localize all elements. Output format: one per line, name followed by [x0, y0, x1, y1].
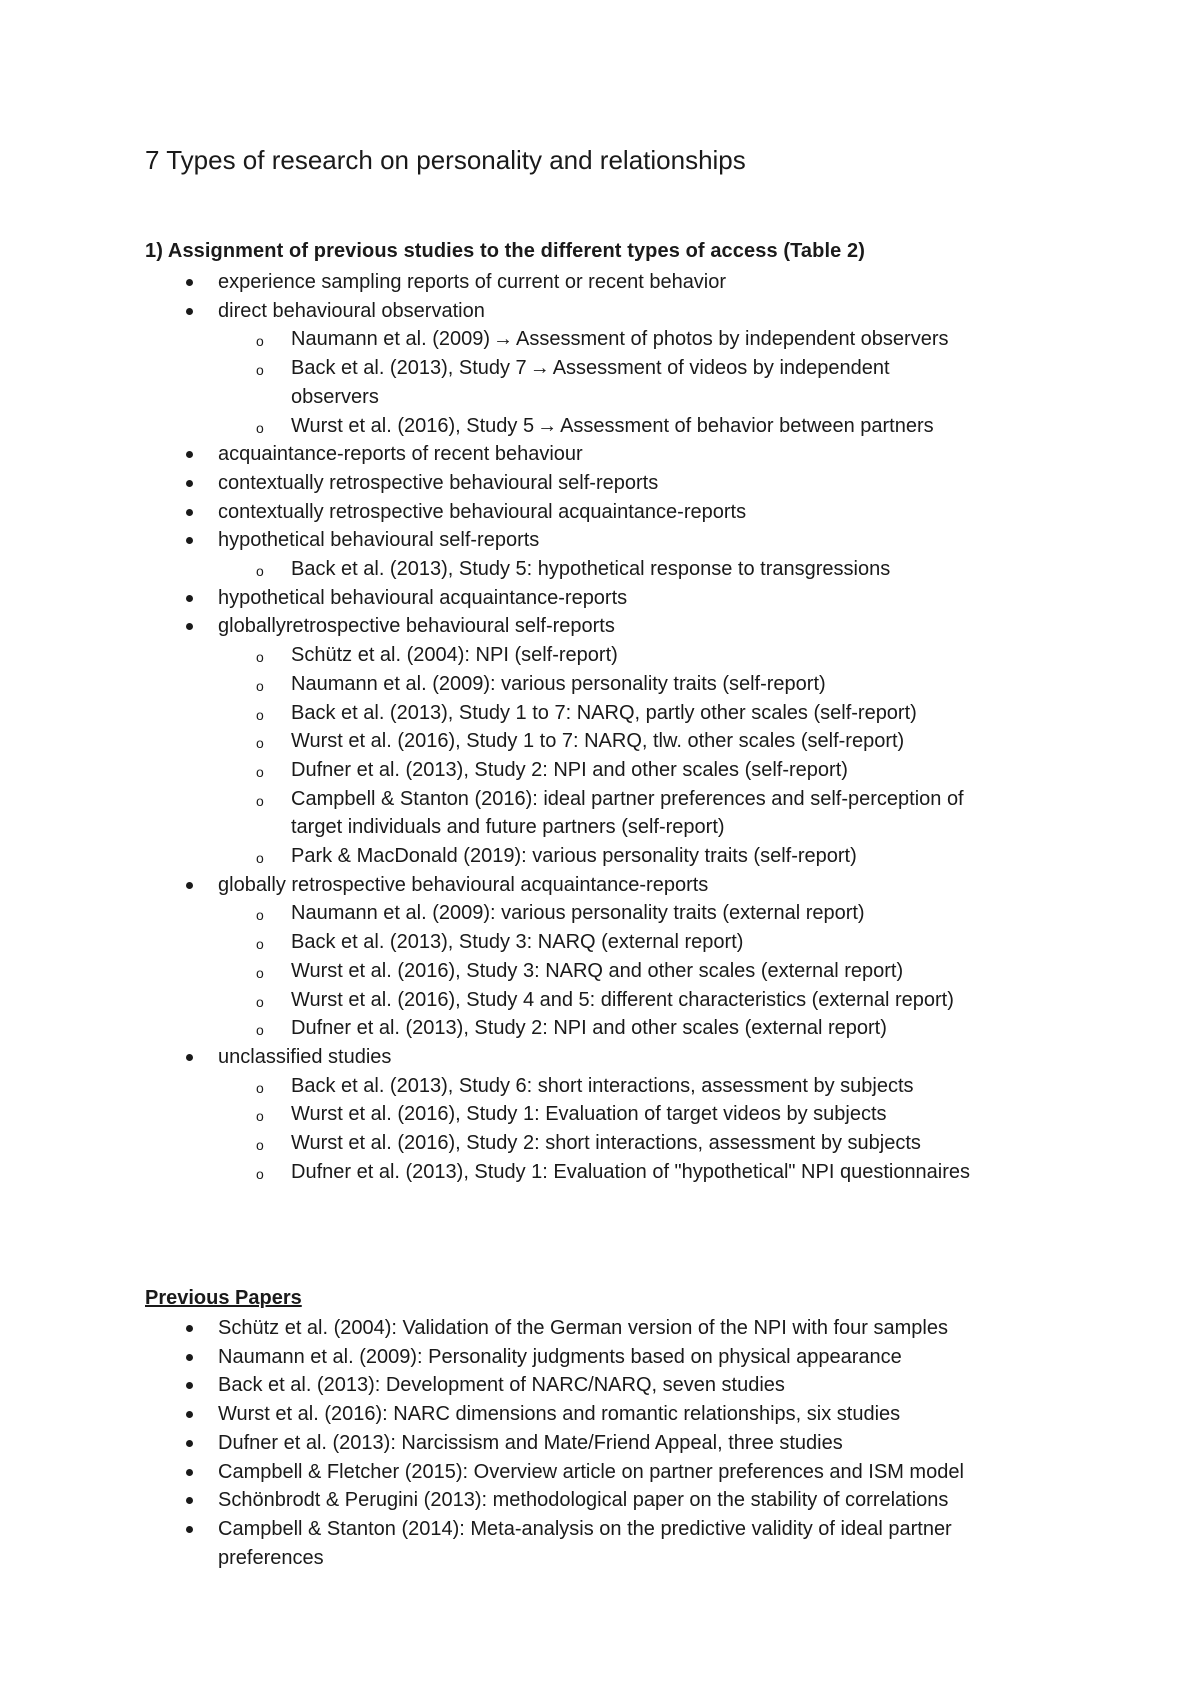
sub-list-item: Wurst et al. (2016), Study 1 to 7: NARQ, tlw. other scales (self-report) [291, 730, 905, 753]
sub-list-item [291, 411, 934, 441]
bullet-dot-icon [186, 1440, 193, 1447]
sub-list-item: Dufner et al. (2013), Study 2: NPI and other scales (external report) [291, 1017, 887, 1040]
sub-list-item [291, 353, 890, 383]
sub-list-item: target individuals and future partners (self-report) [291, 816, 725, 839]
list-item: Schönbrodt & Perugini (2013): methodological paper on the stability of correlations [218, 1489, 949, 1512]
bullet-dot-icon [186, 537, 193, 544]
bullet-dot-icon [186, 451, 193, 458]
list-item: Back et al. (2013): Development of NARC/NARQ, seven studies [218, 1374, 785, 1397]
bullet-dot-icon [186, 1497, 193, 1504]
list-item: unclassified studies [218, 1045, 392, 1068]
bullet-dot-icon [186, 1382, 193, 1389]
arrow-icon: → [529, 357, 550, 380]
arrow-icon: → [537, 414, 558, 437]
list-item: acquaintance-reports of recent behaviour [218, 443, 583, 466]
bullet-dot-icon [186, 1469, 193, 1476]
list-item: Wurst et al. (2016): NARC dimensions and romantic relationships, six studies [218, 1403, 901, 1426]
sub-list-item: Back et al. (2013), Study 5: hypothetical response to transgressions [291, 558, 891, 580]
arrow-icon: → [493, 328, 514, 351]
bullet-o-icon: o [256, 993, 264, 1010]
list-item: hypothetical behavioural acquaintance-reports [218, 586, 628, 609]
list-item: direct behavioural observation [218, 299, 485, 322]
bullet-dot-icon [186, 1411, 193, 1418]
list-item: contextually retrospective behavioural acquaintance-reports [218, 500, 747, 523]
list-item: globallyretrospective behavioural self-reports [218, 615, 615, 638]
sub-list-item: Back et al. (2013), Study 3: NARQ (external report) [291, 931, 744, 954]
sub-list-item: Back et al. (2013), Study 6: short interactions, assessment by subjects [291, 1074, 914, 1097]
bullet-dot-icon [186, 509, 193, 516]
bullet-o-icon: o [256, 706, 264, 723]
sub-item-text: Back et al. (2013), Study 7 [291, 357, 527, 380]
bullet-o-icon: o [256, 563, 264, 579]
sub-list-item: Wurst et al. (2016), Study 3: NARQ and other scales (external report) [291, 959, 904, 982]
sub-item-text: Naumann et al. (2009) [291, 328, 491, 351]
bullet-dot-icon [186, 595, 193, 602]
list-item: experience sampling reports of current or recent behavior [218, 271, 727, 293]
bullet-o-icon: o [256, 419, 264, 436]
sub-list-item: Naumann et al. (2009): various personality traits (external report) [291, 902, 865, 925]
bullet-o-icon: o [256, 792, 264, 809]
bullet-o-icon: o [256, 735, 264, 752]
bullet-o-icon: o [256, 333, 264, 350]
sub-list-item: Campbell & Stanton (2016): ideal partner preferences and self-perception of [291, 787, 964, 810]
sub-list-item: Back et al. (2013), Study 1 to 7: NARQ, partly other scales (self-report) [291, 701, 917, 724]
sub-list-item: Schütz et al. (2004): NPI (self-report) [291, 644, 618, 667]
bullet-dot-icon [186, 1054, 193, 1061]
bullet-o-icon: o [256, 907, 264, 924]
document-title: 7 Types of research on personality and relationships [145, 145, 746, 175]
sub-item-text: Assessment of photos by independent observers [516, 328, 949, 351]
bullet-dot-icon [186, 1526, 193, 1533]
bullet-o-icon: o [256, 1079, 264, 1096]
sub-list-item: Wurst et al. (2016), Study 2: short interactions, assessment by subjects [291, 1132, 921, 1154]
sub-list-item: Dufner et al. (2013), Study 1: Evaluation of "hypothetical" NPI questionnaires [291, 1160, 971, 1183]
bullet-o-icon: o [256, 1022, 264, 1039]
bullet-o-icon: o [256, 850, 264, 866]
bullet-dot-icon [186, 1354, 193, 1361]
bullet-o-icon: o [256, 763, 264, 780]
section-heading: 1) Assignment of previous studies to the different types of access (Table 2) [145, 240, 865, 262]
list-item: Campbell & Stanton (2014): Meta-analysis on the predictive validity of ideal partner [218, 1517, 952, 1540]
bullet-o-icon: o [256, 677, 264, 694]
list-item: Campbell & Fletcher (2015): Overview article on partner preferences and ISM model [218, 1460, 964, 1483]
bullet-o-icon: o [256, 1165, 264, 1182]
previous-papers-heading: Previous Papers [145, 1287, 302, 1309]
bullet-dot-icon [186, 882, 193, 889]
sub-list-item: observers [291, 385, 379, 408]
bullet-dot-icon [186, 623, 193, 630]
bullet-o-icon: o [256, 649, 264, 666]
sub-list-item: Wurst et al. (2016), Study 4 and 5: different characteristics (external report) [291, 988, 954, 1011]
sub-list-item: Dufner et al. (2013), Study 2: NPI and other scales (self-report) [291, 758, 848, 781]
list-item: Schütz et al. (2004): Validation of the German version of the NPI with four samples [218, 1317, 948, 1339]
sub-item-text: Assessment of behavior between partners [560, 414, 934, 437]
bullet-dot-icon [186, 480, 193, 487]
sub-list-item [291, 324, 949, 354]
list-item: Naumann et al. (2009): Personality judgments based on physical appearance [218, 1345, 902, 1368]
sub-list-item: Naumann et al. (2009): various personality traits (self-report) [291, 672, 826, 695]
bullet-dot-icon [186, 279, 193, 286]
bullet-dot-icon [186, 308, 193, 315]
bullet-o-icon: o [256, 1108, 264, 1125]
bullet-o-icon: o [256, 362, 264, 379]
bullet-o-icon: o [256, 936, 264, 953]
sub-item-text: Wurst et al. (2016), Study 5 [291, 414, 535, 437]
bullet-dot-icon [186, 1325, 193, 1332]
list-item: hypothetical behavioural self-reports [218, 529, 540, 552]
list-item: Dufner et al. (2013): Narcissism and Mate/Friend Appeal, three studies [218, 1431, 843, 1454]
bullet-o-icon: o [256, 964, 264, 981]
sub-item-text: Assessment of videos by independent [552, 357, 890, 380]
sub-list-item: Wurst et al. (2016), Study 1: Evaluation of target videos by subjects [291, 1103, 887, 1126]
bullet-o-icon: o [256, 1137, 264, 1153]
list-item: preferences [218, 1546, 324, 1569]
sub-list-item: Park & MacDonald (2019): various personality traits (self-report) [291, 845, 857, 867]
list-item: contextually retrospective behavioural self-reports [218, 471, 659, 494]
list-item: globally retrospective behavioural acquaintance-reports [218, 873, 709, 896]
